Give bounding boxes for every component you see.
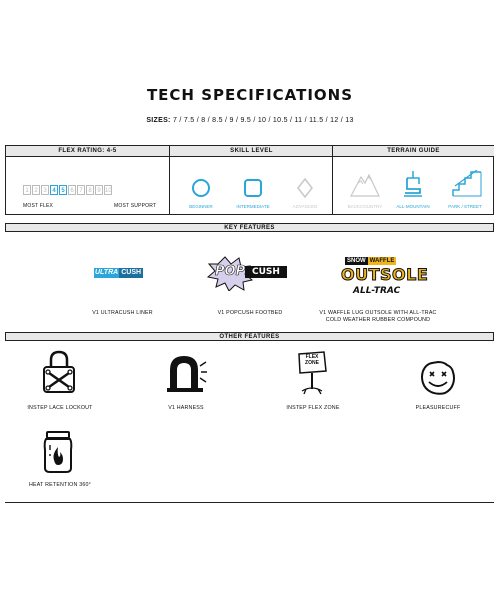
- skill-beginner: BEGINNER: [189, 204, 213, 209]
- feature-heat-retention-label: HEAT RETENTION 360°: [29, 482, 91, 488]
- spec-table: [5, 145, 494, 215]
- outsole-logo-waffle: WAFFLE: [369, 258, 395, 264]
- flex-box: 3: [41, 185, 49, 195]
- bottom-divider: [5, 502, 494, 503]
- feature-outsole-sublabel: COLD WEATHER RUBBER COMPOUND: [325, 317, 431, 323]
- sizes-values: 7 / 7.5 / 8 / 8.5 / 9 / 9.5 / 10 / 10.5 / 11 / 11.5 / 12 / 13: [172, 117, 354, 124]
- page-title: TECH SPECIFICATIONS: [146, 86, 354, 104]
- feature-outsole-label: V1 WAFFLE LUG OUTSOLE WITH ALL-TRAC: [319, 310, 437, 316]
- flex-box: 8: [86, 185, 94, 195]
- ultracush-logo-ultra: ULTRA: [95, 269, 119, 276]
- flex-box: 10: [104, 185, 112, 195]
- ultracush-logo: [94, 268, 152, 278]
- feature-flex-zone-label: INSTEP FLEX ZONE: [286, 405, 340, 411]
- feature-popcush-label: V1 POPCUSH FOOTBED: [217, 310, 283, 316]
- flex-box-active: 5: [59, 185, 67, 195]
- skill-intermediate: INTERMEDIATE: [236, 204, 270, 209]
- park-stairs-icon: [451, 170, 483, 198]
- flex-min-label: MOST FLEX: [23, 203, 54, 209]
- popcush-logo-pop: POP: [215, 264, 246, 279]
- popcush-logo-cush: CUSH: [252, 267, 280, 277]
- outsole-logo-top: [345, 257, 396, 265]
- terrain-park-street: PARK / STREET: [448, 204, 482, 209]
- flex-zone-icon: [296, 351, 328, 395]
- feature-lace-lockout-label: INSTEP LACE LOCKOUT: [27, 405, 93, 411]
- flex-box: 6: [68, 185, 76, 195]
- feature-harness-label: V1 HARNESS: [168, 405, 204, 411]
- terrain-guide-column: [332, 146, 494, 214]
- sizes-line: [0, 117, 500, 124]
- smiley-face-icon: [420, 360, 456, 396]
- sizes-label: SIZES:: [146, 117, 171, 124]
- feature-pleasurecuff-label: PLEASURECUFF: [415, 405, 461, 411]
- chairlift-icon: [401, 170, 425, 198]
- flex-rating-header: FLEX RATING: 4-5: [6, 146, 169, 157]
- feature-ultracush-label: V1 ULTRACUSH LINER: [92, 310, 153, 316]
- flex-scale: [23, 185, 112, 195]
- flex-zone-sign-flex: FLEX: [305, 354, 319, 360]
- flex-max-label: MOST SUPPORT: [114, 203, 157, 209]
- outsole-logo-word: OUTSOLE: [341, 265, 429, 284]
- skill-level-header: SKILL LEVEL: [170, 146, 333, 157]
- heat-jar-icon: [42, 430, 74, 474]
- flex-box: 9: [95, 185, 103, 195]
- key-features-header: KEY FEATURES: [5, 223, 494, 232]
- skill-level-column: [169, 146, 333, 214]
- outsole-logo: [341, 257, 429, 299]
- terrain-backcountry: BACKCOUNTRY: [347, 204, 383, 209]
- mountain-icon: [350, 171, 380, 197]
- circle-icon: [191, 178, 211, 198]
- harness-icon: [164, 352, 208, 396]
- terrain-guide-header: TERRAIN GUIDE: [333, 146, 494, 157]
- flex-box-active: 4: [50, 185, 58, 195]
- terrain-all-mountain: ALL-MOUNTAIN: [396, 204, 430, 209]
- popcush-logo: [205, 255, 289, 291]
- padlock-icon: [41, 350, 77, 394]
- flex-box: 2: [32, 185, 40, 195]
- outsole-logo-snow: SNOW: [347, 258, 366, 264]
- flex-zone-sign-zone: ZONE: [305, 360, 319, 366]
- ultracush-logo-cush: CUSH: [121, 269, 142, 276]
- skill-advanced: ADVANCED: [292, 204, 318, 209]
- square-icon: [243, 178, 263, 198]
- outsole-logo-alltrac: ALL-TRAC: [353, 286, 401, 296]
- flex-box: 7: [77, 185, 85, 195]
- flex-rating-column: [6, 146, 169, 214]
- flex-zone-sign-text: [303, 354, 321, 366]
- diamond-icon: [295, 178, 315, 198]
- other-features-header: OTHER FEATURES: [5, 332, 494, 341]
- flex-box: 1: [23, 185, 31, 195]
